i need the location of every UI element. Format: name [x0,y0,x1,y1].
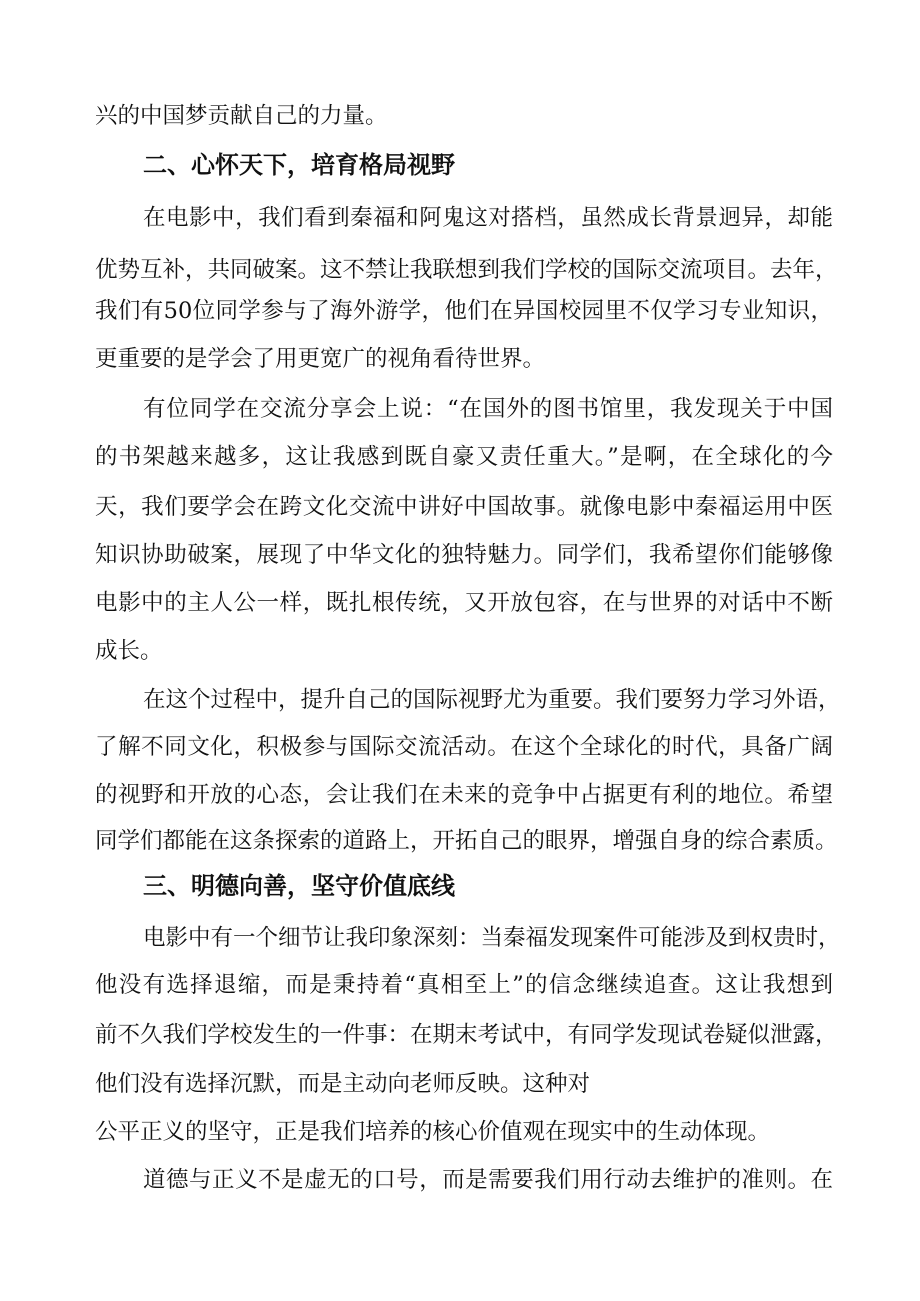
text-line: 知识协助破案，展现了中华文化的独特魅力。同学们，我希望你们能够像 [95,542,833,568]
text-line: 电影中的主人公一样，既扎根传统，又开放包容，在与世界的对话中不断 [95,590,833,616]
section-heading: 三、明德向善，坚守价值底线 [143,872,455,900]
section-heading: 二、心怀天下，培育格局视野 [143,151,455,179]
text-line: 电影中有一个细节让我印象深刻：当秦福发现案件可能涉及到权贵时， [143,925,841,951]
text-line: 天，我们要学会在跨文化交流中讲好中国故事。就像电影中秦福运用中医 [95,494,833,520]
text-line: 更重要的是学会了用更宽广的视角看待世界。 [95,346,546,372]
text-line: 兴的中国梦贡献自己的力量。 [95,103,388,129]
text-line: 成长。 [95,638,163,664]
text-line: 优势互补，共同破案。这不禁让我联想到我们学校的国际交流项目。去年， [95,257,838,283]
text-line: 的视野和开放的心态，会让我们在未来的竞争中占据更有利的地位。希望 [95,782,833,808]
text-line: 公平正义的坚守，正是我们培养的核心价值观在现实中的生动体现。 [95,1119,771,1145]
text-line: 在电影中，我们看到秦福和阿鬼这对搭档，虽然成长背景迥异，却能 [143,205,833,231]
text-line: 我们有50位同学参与了海外游学，他们在异国校园里不仅学习专业知识， [95,298,833,324]
text-line: 同学们都能在这条探索的道路上，开拓自己的眼界，增强自身的综合素质。 [95,828,838,854]
text-line: 他们没有选择沉默，而是主动向老师反映。这种对 [95,1071,591,1097]
text-line: 道德与正义不是虚无的口号，而是需要我们用行动去维护的准则。在 [143,1167,833,1193]
text-line: 前不久我们学校发生的一件事：在期末考试中，有同学发现试卷疑似泄露， [95,1022,838,1048]
text-line: 的书架越来越多，这让我感到既自豪又责任重大。”是啊，在全球化的今 [95,444,833,470]
text-line: 在这个过程中，提升自己的国际视野尤为重要。我们要努力学习外语， [143,687,841,713]
text-line: 他没有选择退缩，而是秉持着“真相至上”的信念继续追查。这让我想到 [95,972,833,998]
text-line: 有位同学在交流分享会上说：“在国外的图书馆里，我发现关于中国 [143,396,833,422]
text-line: 了解不同文化，积极参与国际交流活动。在这个全球化的时代，具备广阔 [95,734,833,760]
